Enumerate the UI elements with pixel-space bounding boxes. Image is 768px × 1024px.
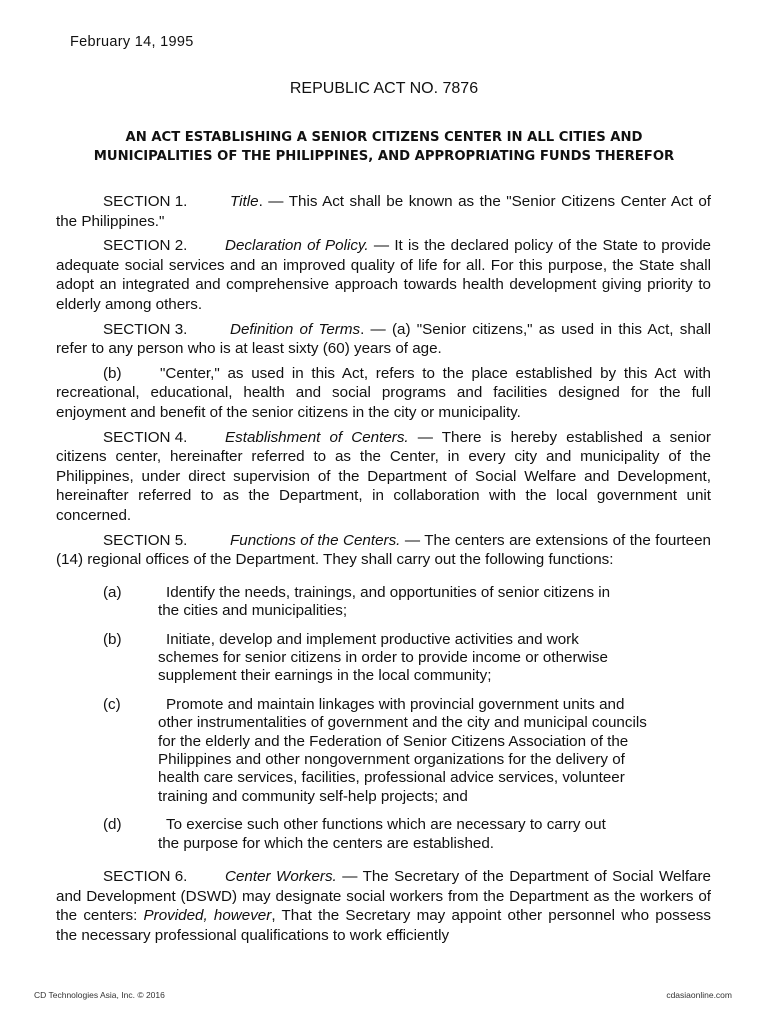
act-number: REPUBLIC ACT NO. 7876	[289, 80, 479, 97]
function-continuation: other instrumentalities of government and the city and municipal councils for the elderly and the Federation of Senior Citizens Association of the Philippines and other nongovernment organizations for the delivery of health care services, facilities, professional advice services, volunteer training and community self-help projects; and	[158, 714, 647, 805]
section-heading: Declaration of Policy.	[225, 237, 369, 255]
function-text	[158, 816, 663, 853]
section-text: — It is the declared policy of the State to provide adequate social services and an improved quality of life for all. For this purpose, the State shall adopt an integrated and comprehensive approach towards health development giving priority to elderly among others.	[56, 237, 712, 313]
section-text: — There is hereby established a senior citizens center, hereinafter referred to as the Center, in every city and municipality of the Philippines, under direct supervision of the Department of Social Welfare and Development, hereinafter referred to as the Department, in collaboration with the local government unit concerned.	[56, 428, 711, 524]
section-heading: Definition of Terms	[230, 320, 361, 338]
function-label: (a)	[103, 583, 122, 601]
section-5	[56, 531, 711, 570]
section-text: . — This Act shall be known as the "Senior Citizens Center Act of the Philippines."	[56, 193, 711, 230]
section-label: SECTION 4.	[103, 428, 188, 446]
section-heading: Establishment of Centers.	[225, 428, 409, 446]
function-first-line: Promote and maintain linkages with provincial government units and	[166, 695, 625, 713]
section-label: SECTION 2.	[103, 237, 188, 255]
function-first-line: Identify the needs, trainings, and opportunities of senior citizens in	[166, 583, 611, 601]
section-label: SECTION 6.	[103, 867, 188, 885]
function-continuation: the purpose for which the centers are established.	[158, 834, 495, 852]
function-first-line: To exercise such other functions which are necessary to carry out	[166, 816, 606, 834]
section-text: . — (a) "Senior citizens," as used in this Act, shall refer to any person who is at least sixty (60) years of age.	[56, 320, 711, 358]
footer-site-link[interactable]: cdasiaonline.com	[666, 990, 732, 1000]
section-heading: Functions of the Centers.	[230, 531, 401, 549]
function-label: (d)	[103, 816, 122, 834]
section-label: SECTION 5.	[103, 531, 188, 549]
section-heading: Center Workers.	[225, 867, 337, 885]
section-label: SECTION 3.	[103, 320, 188, 338]
function-item-c	[56, 696, 663, 806]
section-2	[56, 236, 711, 314]
section-4	[56, 428, 711, 526]
section-text: "Center," as used in this Act, refers to the place established by this Act with recreational, educational, health and social programs and facilities designed for the full enjoyment and benefit of the senior citizens in the city or municipality.	[56, 364, 711, 421]
section-6	[56, 867, 711, 945]
section-text: — The Secretary of the Department of Social Welfare and Development (DSWD) may designate social workers from the Department as the workers of the centers:	[56, 867, 711, 925]
section-3-b	[56, 364, 711, 423]
function-continuation: the cities and municipalities;	[158, 602, 348, 620]
act-title-line-2: MUNICIPALITIES OF THE PHILIPPINES, AND APPROPRIATING FUNDS THEREFOR	[93, 149, 675, 164]
section-1	[56, 192, 711, 231]
function-item-b	[56, 631, 663, 686]
function-item-a	[56, 584, 663, 621]
section-text-continued: , That the Secretary may appoint other personnel who possess the necessary professional qualifications to work efficiently	[56, 907, 711, 944]
function-label: (b)	[103, 630, 122, 648]
section-label: SECTION 1.	[103, 193, 188, 210]
function-text	[158, 631, 663, 686]
section-text: — The centers are extensions of the fourteen (14) regional offices of the Department. They shall carry out the following functions:	[56, 531, 711, 569]
function-first-line: Initiate, develop and implement productive activities and work	[166, 630, 579, 648]
function-continuation: schemes for senior citizens in order to provide income or otherwise supplement their earnings in the local community;	[158, 648, 608, 685]
function-label: (c)	[103, 695, 121, 713]
section-3	[56, 320, 711, 359]
function-item-d	[56, 816, 663, 853]
document-body	[56, 192, 711, 950]
subsection-label: (b)	[103, 364, 122, 382]
document-date: February 14, 1995	[70, 34, 194, 50]
section-heading: Title	[230, 193, 259, 210]
function-text	[158, 584, 663, 621]
proviso-text: Provided, however	[143, 907, 272, 925]
act-title	[40, 128, 728, 166]
act-title-line-1: AN ACT ESTABLISHING A SENIOR CITIZENS CENTER IN ALL CITIES AND	[125, 130, 643, 145]
footer-copyright: CD Technologies Asia, Inc. © 2016	[34, 990, 165, 1000]
function-text	[158, 696, 663, 806]
